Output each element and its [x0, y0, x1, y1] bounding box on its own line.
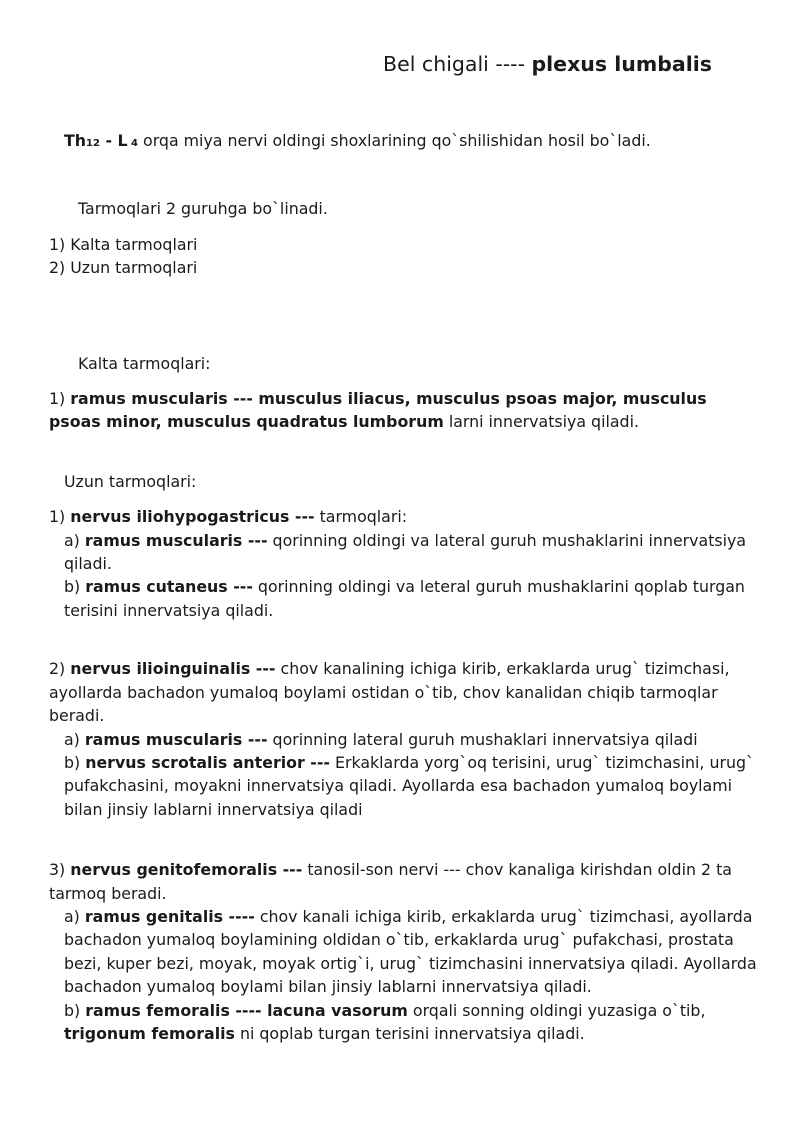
n2-sub-b: [49, 751, 761, 821]
n1-a-text: qorinning oldingi va lateral guruh mushaklarini innervatsiya qiladi.: [64, 530, 747, 574]
n3-head: [49, 858, 761, 905]
intro-th: Th: [64, 131, 87, 150]
n1-text: tarmoqlari:: [314, 507, 408, 527]
title-bold: plexus lumbalis: [531, 52, 712, 76]
n2-a-bold: ramus muscularis ---: [84, 729, 268, 749]
short-item-number: 1): [49, 389, 71, 409]
document-body: [49, 129, 761, 1045]
short-heading: Kalta tarmoqlari:: [78, 353, 211, 373]
n3-a-label: a): [64, 906, 85, 926]
n1-sub-b: [49, 575, 761, 622]
n2-a-label: a): [64, 729, 85, 749]
n2-bold: nervus ilioinguinalis ---: [70, 659, 276, 679]
n1-bold: nervus iliohypogastricus ---: [70, 507, 315, 527]
n3-b-label: b): [64, 1000, 86, 1020]
short-item-text: larni innervatsiya qiladi.: [443, 412, 639, 432]
title-plain: Bel chigali ----: [383, 52, 532, 76]
short-item-bold: ramus muscularis --- musculus iliacus, musculus psoas major, musculus psoas minor, musculus quadratus lumborum: [49, 389, 707, 432]
intro-paragraph: [49, 129, 761, 155]
n3-b-text2: ni qoplab turgan terisini innervatsiya qiladi.: [234, 1023, 585, 1043]
groups-item-1: 1) Kalta tarmoqlari: [49, 234, 198, 254]
n1-a-label: a): [64, 530, 85, 550]
n2-b-label: b): [64, 752, 86, 772]
n1-head: [49, 505, 761, 528]
n3-b-bold2: trigonum femoralis: [64, 1023, 235, 1043]
n3-sub-a: [49, 905, 761, 999]
n3-bold: nervus genitofemoralis ---: [70, 860, 303, 880]
n1-sub-a: [49, 529, 761, 576]
n3-sub-b: [49, 999, 761, 1046]
intro-th-sub: 12: [86, 138, 100, 149]
n2-b-text: Erkaklarda yorg`oq terisini, urug` tizimchasini, urug` pufakchasini, moyakni innervatsiya qiladi. Ayollarda esa bachadon yumaloq boylami bilan jinsiy lablarni innervatsiya qiladi: [64, 752, 754, 819]
n2-number: 2): [49, 659, 71, 679]
groups-item-2: 2) Uzun tarmoqlari: [49, 258, 198, 278]
intro-l-sub: 4: [127, 138, 139, 149]
n2-b-bold: nervus scrotalis anterior ---: [85, 752, 330, 772]
n1-number: 1): [49, 507, 71, 527]
intro-text: orqa miya nervi oldingi shoxlarining qo`shilishidan hosil bo`ladi.: [138, 131, 651, 150]
intro-dash: - L: [99, 131, 128, 150]
n3-a-text: chov kanali ichiga kirib, erkaklarda urug` tizimchasi, ayollarda bachadon yumaloq boylamining oldidan o`tib, erkaklarda urug` pufakchasi, prostata bezi, kuper bezi, moyak, moyak ortig`i, urug` tizimchasini innervatsiya qiladi. Ayollarda bachadon yumaloq boylami bilan jinsiy lablarni innervatsiya qiladi.: [64, 906, 757, 997]
short-item: [49, 387, 761, 434]
n3-text: tanosil-son nervi --- chov kanaliga kirishdan oldin 2 ta tarmoq beradi.: [49, 860, 732, 903]
n1-b-label: b): [64, 577, 86, 597]
n1-b-text: qorinning oldingi va leteral guruh mushaklarini qoplab turgan terisini innervatsiya qiladi.: [64, 577, 745, 620]
n2-text: chov kanalining ichiga kirib, erkaklarda urug` tizimchasi, ayollarda bachadon yumaloq boylami ostidan o`tib, chov kanalidan chiqib tarmoqlar beradi.: [49, 659, 730, 726]
page-title: [383, 51, 712, 77]
n3-b-text1: orqali sonning oldingi yuzasiga o`tib,: [407, 1000, 706, 1020]
n1-a-bold: ramus muscularis ---: [84, 530, 268, 550]
long-heading: Uzun tarmoqlari:: [64, 471, 197, 491]
groups-text: Tarmoqlari 2 guruhga bo`linadi.: [78, 199, 328, 219]
n3-a-bold: ramus genitalis ----: [84, 906, 255, 926]
n2-head: [49, 657, 761, 727]
n3-number: 3): [49, 860, 71, 880]
n2-a-text: qorinning lateral guruh mushaklari innervatsiya qiladi: [267, 729, 698, 749]
n1-b-bold: ramus cutaneus ---: [85, 577, 253, 597]
n2-sub-a: [49, 728, 761, 751]
n3-b-bold1: ramus femoralis ---- lacuna vasorum: [85, 1000, 408, 1020]
